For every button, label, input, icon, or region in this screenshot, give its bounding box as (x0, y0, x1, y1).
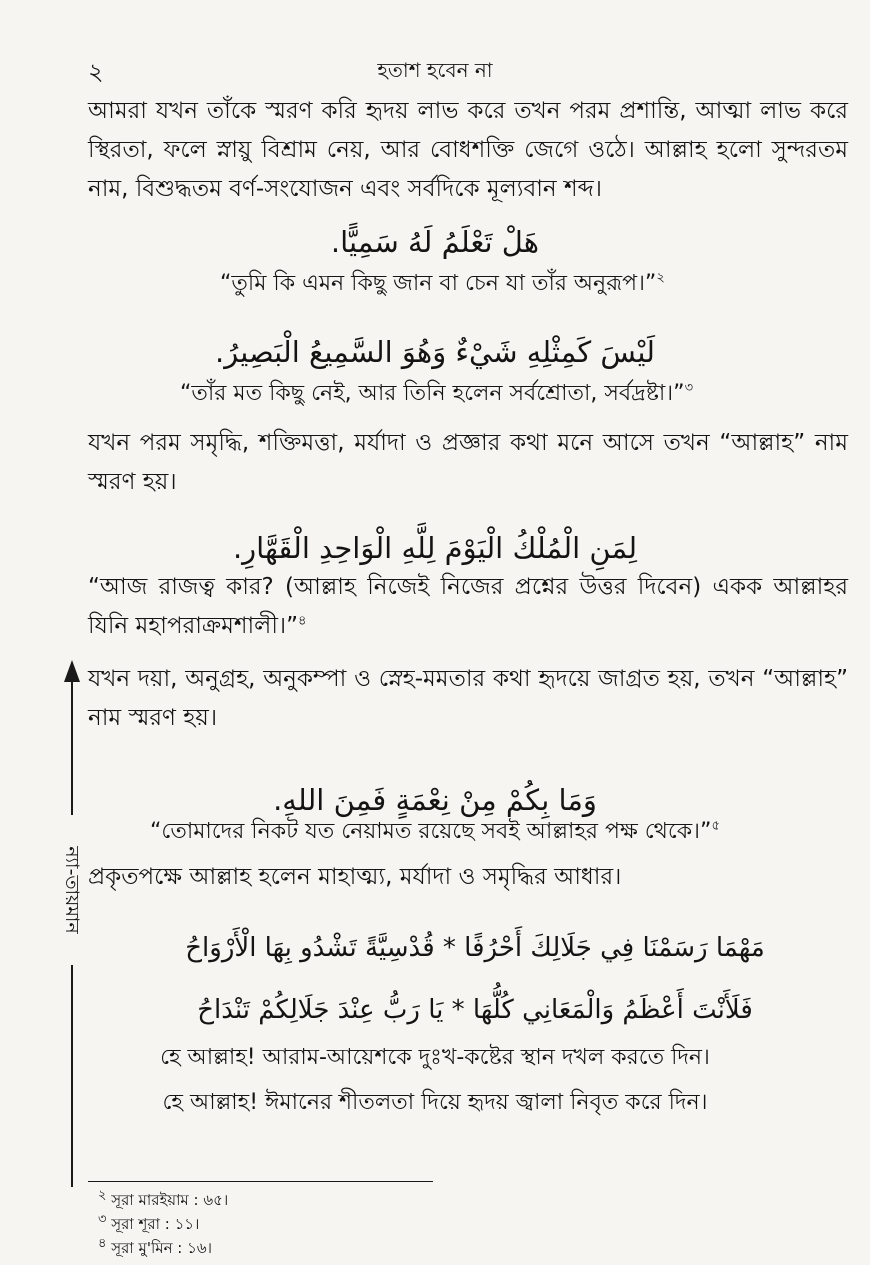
footnote-ref-2: ২ (656, 270, 665, 286)
arabic-verse-3: لِمَنِ الْمُلْكُ الْيَوْمَ لِلَّهِ الْوَاحِدِ الْقَهَّارِ. (232, 531, 638, 565)
footnote-ref-5: ৫ (711, 818, 720, 834)
arabic-verse-1: هَلْ تَعْلَمُ لَهُ سَمِيًّا. (330, 225, 540, 259)
footnote-number: ২ (98, 1188, 107, 1203)
quote-2-text: “তাঁর মত কিছু নেই, আর তিনি হলেন সর্বশ্রোতা, সর্বদ্রষ্টা।” (180, 381, 685, 406)
quote-1-text: “তুমি কি এমন কিছু জান বা চেন যা তাঁর অনুরূপ।” (220, 271, 657, 296)
body-paragraph-3 (88, 568, 848, 646)
body-paragraph-1: আমরা যখন তাঁকে স্মরণ করি হৃদয় লাভ করে তখন পরম প্রশান্তি, আত্মা লাভ করে স্থিরতা, ফলে স্নায়ু বিশ্রাম নেয়, আর বোধশক্তি জেগে ওঠে। আল্লাহ হলো সুন্দরতম নাম, বিশুদ্ধতম বর্ণ-সংযোজন এবং সর্বদিকে মূল্যবান শব্দ। (88, 98, 848, 202)
footnote-2 (98, 1190, 228, 1210)
prayer-1: হে আল্লাহ! আরাম-আয়েশকে দুঃখ-কষ্টের স্থান দখল করতে দিন। (160, 1045, 710, 1070)
footnote-ref-3: ৩ (684, 380, 694, 396)
arabic-verse-2: لَيْسَ كَمِثْلِهِ شَيْءٌ وَهُوَ السَّمِيعُ الْبَصِيرُ. (215, 335, 655, 369)
quote-2 (180, 376, 693, 412)
footnote-number: ৩ (98, 1212, 107, 1227)
arabic-poem-line-1: مَهْمَا رَسَمْنَا فِي جَلَالِكَ أَحْرُفًا * قُدْسِيَّةً تَشْدُو بِهَا الْأَرْوَاحُ (185, 933, 765, 963)
page-header (0, 50, 870, 90)
footnote-3 (98, 1214, 199, 1234)
footnote-text: সূরা শূরা : ১১। (111, 1215, 200, 1233)
footnote-text: সূরা মু'মিন : ১৬। (111, 1239, 212, 1257)
footnote-number: ৪ (98, 1236, 107, 1251)
quote-1 (220, 266, 665, 302)
margin-arrow-icon (64, 660, 80, 682)
body-paragraph-3-text: “আজ রাজত্ব কার? (আল্লাহ নিজেই নিজের প্রশ্নের উত্তর দিবেন) একক আল্লাহর যিনি মহাপরাক্রমশালী।” (88, 574, 848, 639)
arabic-poem-line-2: فَلَأَنْتَ أَعْظَمُ وَالْمَعَانِي كُلُّهَا * يَا رَبُّ عِنْدَ جَلَالِكُمْ تَنْدَاحُ (197, 995, 753, 1025)
body-paragraph-2: যখন পরম সমৃদ্ধি, শক্তিমত্তা, মর্যাদা ও প্রজ্ঞার কথা মনে আসে তখন “আল্লাহ” নাম স্মরণ হয়। (88, 430, 848, 495)
quote-3-text: “তোমাদের নিকট যত নেয়ামত রয়েছে সবই আল্লাহর পক্ষ থেকে।” (150, 819, 712, 844)
margin-label: ন্যা-তায়মান (58, 815, 86, 965)
page-number: ২ (88, 58, 104, 86)
footnote-4 (98, 1238, 212, 1258)
footnote-text: সূরা মারইয়াম : ৬৫। (111, 1191, 229, 1209)
footnote-divider (88, 1181, 433, 1182)
quote-3 (150, 814, 720, 850)
prayer-2: হে আল্লাহ! ঈমানের শীতলতা দিয়ে হৃদয় জ্বালা নিবৃত করে দিন। (162, 1090, 708, 1115)
arabic-verse-4: وَمَا بِكُمْ مِنْ نِعْمَةٍ فَمِنَ اللهِ. (273, 783, 597, 817)
body-paragraph-5: প্রকৃতপক্ষে আল্লাহ হলেন মাহাত্ম্য, মর্যাদা ও সমৃদ্ধির আধার। (88, 864, 622, 890)
running-title: হতাশ হবেন না (377, 58, 493, 82)
footnote-ref-4: ৪ (298, 613, 307, 629)
body-paragraph-4: যখন দয়া, অনুগ্রহ, অনুকম্পা ও স্নেহ-মমতার কথা হৃদয়ে জাগ্রত হয়, তখন “আল্লাহ” নাম স্মরণ হয়। (88, 666, 848, 731)
